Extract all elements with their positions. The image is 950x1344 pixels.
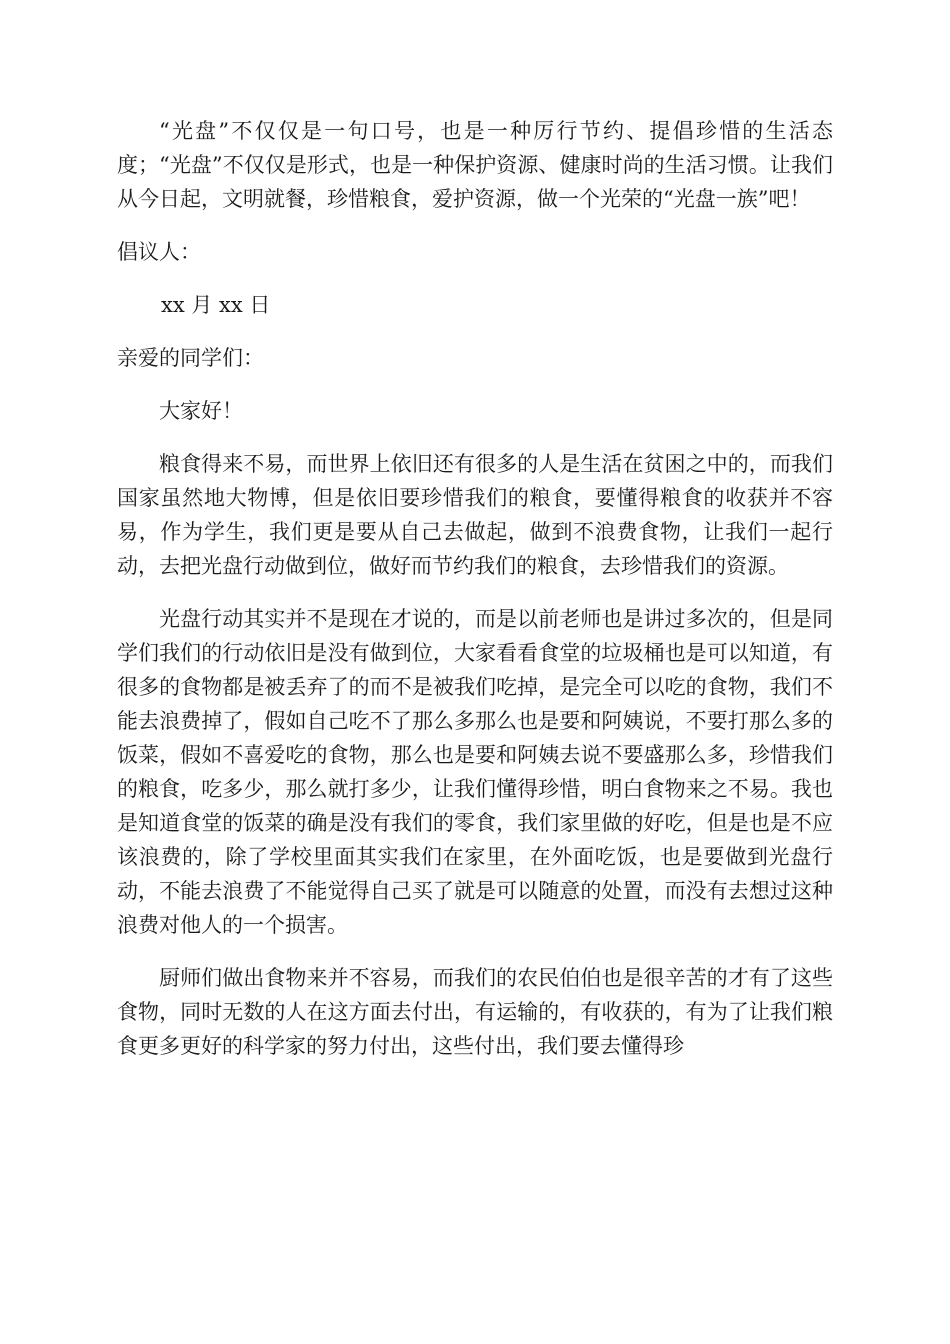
salutation: 亲爱的同学们： xyxy=(117,346,264,370)
paragraph-closing-appeal: “光盘”不仅仅是一句口号，也是一种厉行节约、提倡珍惜的生活态度；“光盘”不仅仅是形式，也是一种保护资源、健康时尚的生活习惯。让我们从今日起，文明就餐，珍惜粮食，爱护资源，做一个光荣的“光盘一族”吧！ xyxy=(117,119,833,211)
initiator-label: 倡议人： xyxy=(117,240,201,264)
paragraph-cooks-and-farmers: 厨师们做出食物来并不容易，而我们的农民伯伯也是很辛苦的才有了这些食物，同时无数的人在这方面去付出，有运输的，有收获的，有为了让我们粮食更多更好的科学家的努力付出，这些付出，我们要去懂得珍 xyxy=(117,966,833,1058)
greeting: 大家好！ xyxy=(159,399,243,423)
paragraph-clean-plate-action: 光盘行动其实并不是现在才说的，而是以前老师也是讲过多次的，但是同学们我们的行动依旧是没有做到位，大家看看食堂的垃圾桶也是可以知道，有很多的食物都是被丢弃了的而不是被我们吃掉，是完全可以吃的食物，我们不能去浪费掉了，假如自己吃不了那么多那么也是要和阿姨说，不要打那么多的饭菜，假如不喜爱吃的食物，那么也是要和阿姨去说不要盛那么多，珍惜我们的粮食，吃多少，那么就打多少，让我们懂得珍惜，明白食物来之不易。我也是知道食堂的饭菜的确是没有我们的零食，我们家里做的好吃，但是也是不应该浪费的，除了学校里面其实我们在家里，在外面吃饭，也是要做到光盘行动，不能去浪费了不能觉得自己买了就是可以随意的处置，而没有去想过这种浪费对他人的一个损害。 xyxy=(117,607,833,937)
date-line: xx 月 xx 日 xyxy=(161,293,271,317)
document-page xyxy=(117,114,833,1082)
paragraph-food-not-easy: 粮食得来不易，而世界上依旧还有很多的人是生活在贫困之中的，而我们国家虽然地大物博，但是依旧要珍惜我们的粮食，要懂得粮食的收获并不容易，作为学生，我们更是要从自己去做起，做到不浪费食物，让我们一起行动，去把光盘行动做到位，做好而节约我们的粮食，去珍惜我们的资源。 xyxy=(117,452,833,578)
